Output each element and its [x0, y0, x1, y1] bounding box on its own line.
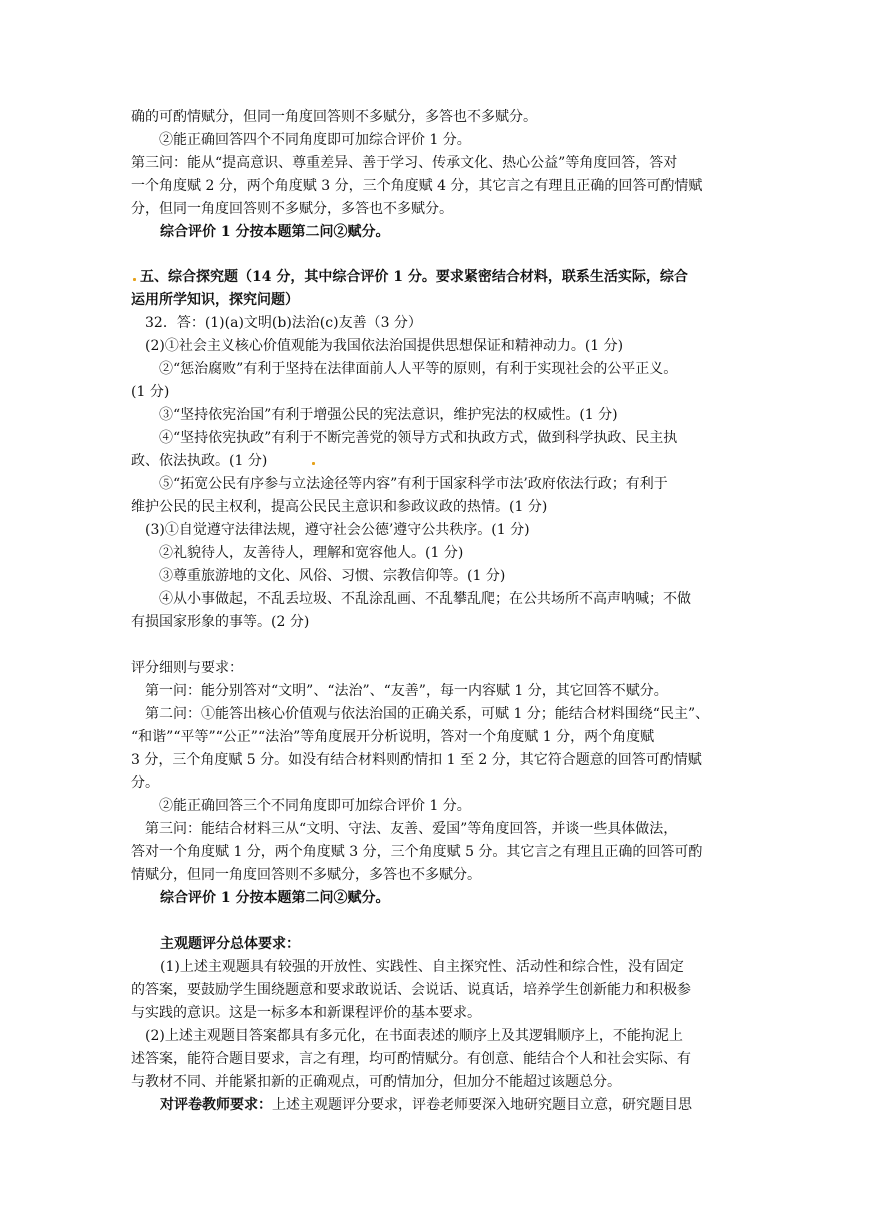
section-heading: 五、综合探究题（14 分，其中综合评价 1 分。要求紧密结合材料，联系生活实际，综合	[140, 269, 688, 285]
final-paragraph	[160, 1094, 692, 1117]
text-line: ②能正确回答四个不同角度即可加综合评价 1 分。	[131, 132, 471, 148]
text-line: ②礼貌待人，友善待人，理解和宽容他人。(1 分)	[145, 545, 464, 561]
text-line: 答对一个角度赋 1 分，两个角度赋 3 分，三个角度赋 5 分。其它言之有理且正确的回答可酌	[131, 844, 703, 860]
text-line: 情赋分，但同一角度回答则不多赋分，多答也不多赋分。	[131, 867, 481, 883]
text-line: 与教材不同、并能紧扣新的正确观点，可酌情加分，但加分不能超过该题总分。	[131, 1074, 621, 1090]
text-line: 第三问：能结合材料三从“文明、守法、友善、爱国”等角度回答，并谈一些具体做法，	[145, 821, 678, 837]
teacher-requirement-label: 对评卷教师要求：	[160, 1097, 272, 1113]
text-line: ②“惩治腐败”有利于坚持在法律面前人人平等的原则，有利于实现社会的公平正义。	[145, 361, 678, 377]
section-note-bold: 综合评价 1 分按本题第二问②赋分。	[160, 224, 390, 240]
text-line: (1 分)	[131, 384, 170, 400]
text-line: 有损国家形象的事等。(2 分)	[131, 614, 310, 630]
teacher-requirement-text: 上述主观题评分要求，评卷老师要深入地研究题目立意，研究题目思	[272, 1097, 692, 1113]
subheading: 主观题评分总体要求：	[160, 936, 300, 952]
text-line: 分，但同一角度回答则不多赋分，多答也不多赋分。	[131, 201, 453, 217]
text-line: ④从小事做起，不乱丢垃圾、不乱涂乱画、不乱攀乱爬；在公共场所不高声呐喊；不做	[145, 591, 691, 607]
text-line: 32．答：(1)(a)文明(b)法治(c)友善（3 分）	[145, 315, 422, 331]
text-line: 一个角度赋 2 分，两个角度赋 3 分，三个角度赋 4 分，其它言之有理且正确的回答可酌情赋	[131, 178, 703, 194]
text-line: 第三问：能从“提高意识、尊重差异、善于学习、传承文化、热心公益”等角度回答，答对	[131, 155, 678, 171]
text-line: “和谐”“平等”“公正”“法治”等角度展开分析说明，答对一个角度赋 1 分，两个角度赋	[131, 729, 655, 745]
text-line: 3 分，三个角度赋 5 分。如没有结合材料则酌情扣 1 至 2 分，其它符合题意的回答可酌情赋	[131, 752, 702, 768]
text-line: ③“坚持依宪治国”有利于增强公民的宪法意识，维护宪法的权威性。(1 分)	[145, 407, 618, 423]
text-line: (1)上述主观题具有较强的开放性、实践性、自主探究性、活动性和综合性，没有固定	[160, 959, 684, 975]
text-line: (2)①社会主义核心价值观能为我国依法治国提供思想保证和精神动力。(1 分)	[145, 338, 624, 354]
section-heading-cont: 运用所学知识，探究问题）	[131, 292, 299, 308]
text-line: (3)①自觉遵守法律法规，遵守社会公德’遵守公共秩序。(1 分)	[145, 522, 530, 538]
text-line: 第一问：能分别答对“文明”、“法治”、“友善”，每一内容赋 1 分，其它回答不赋分。	[145, 683, 668, 699]
orange-marker-dot	[312, 462, 315, 465]
text-line: ⑤“拓宽公民有序参与立法途径等内容”有利于国家科学市法’政府依法行政；有利于	[145, 476, 668, 492]
text-line: 第二问：①能答出核心价值观与依法治国的正确关系，可赋 1 分；能结合材料围绕“民主”、	[145, 706, 710, 722]
text-line: 与实践的意识。这是一标多本和新课程评价的基本要求。	[131, 1005, 481, 1021]
text-line: ②能正确回答三个不同角度即可加综合评价 1 分。	[145, 798, 471, 814]
text-line: 的答案，要鼓励学生围绕题意和要求敢说话、会说话、说真话，培养学生创新能力和积极参	[131, 982, 691, 998]
text-line: 政、依法执政。(1 分)	[131, 453, 268, 469]
text-line: 分。	[131, 775, 159, 791]
orange-marker-dot	[133, 278, 136, 281]
text-line: ④“坚持依宪执政”有利于不断完善党的领导方式和执政方式，做到科学执政、民主执	[145, 430, 678, 446]
text-line: 述答案，能符合题目要求，言之有理，均可酌情赋分。有创意、能结合个人和社会实际、有	[131, 1051, 691, 1067]
text-line: (2)上述主观题目答案都具有多元化，在书面表述的顺序上及其逻辑顺序上，不能拘泥上	[145, 1028, 683, 1044]
text-line: 维护公民的民主权利，提高公民民主意识和参政议政的热情。(1 分)	[131, 499, 548, 515]
text-line: 确的可酌情赋分，但同一角度回答则不多赋分，多答也不多赋分。	[131, 109, 537, 125]
section-note-bold: 综合评价 1 分按本题第二问②赋分。	[160, 890, 390, 906]
text-line: 评分细则与要求：	[131, 660, 243, 676]
text-line: ③尊重旅游地的文化、风俗、习惯、宗教信仰等。(1 分)	[145, 568, 506, 584]
